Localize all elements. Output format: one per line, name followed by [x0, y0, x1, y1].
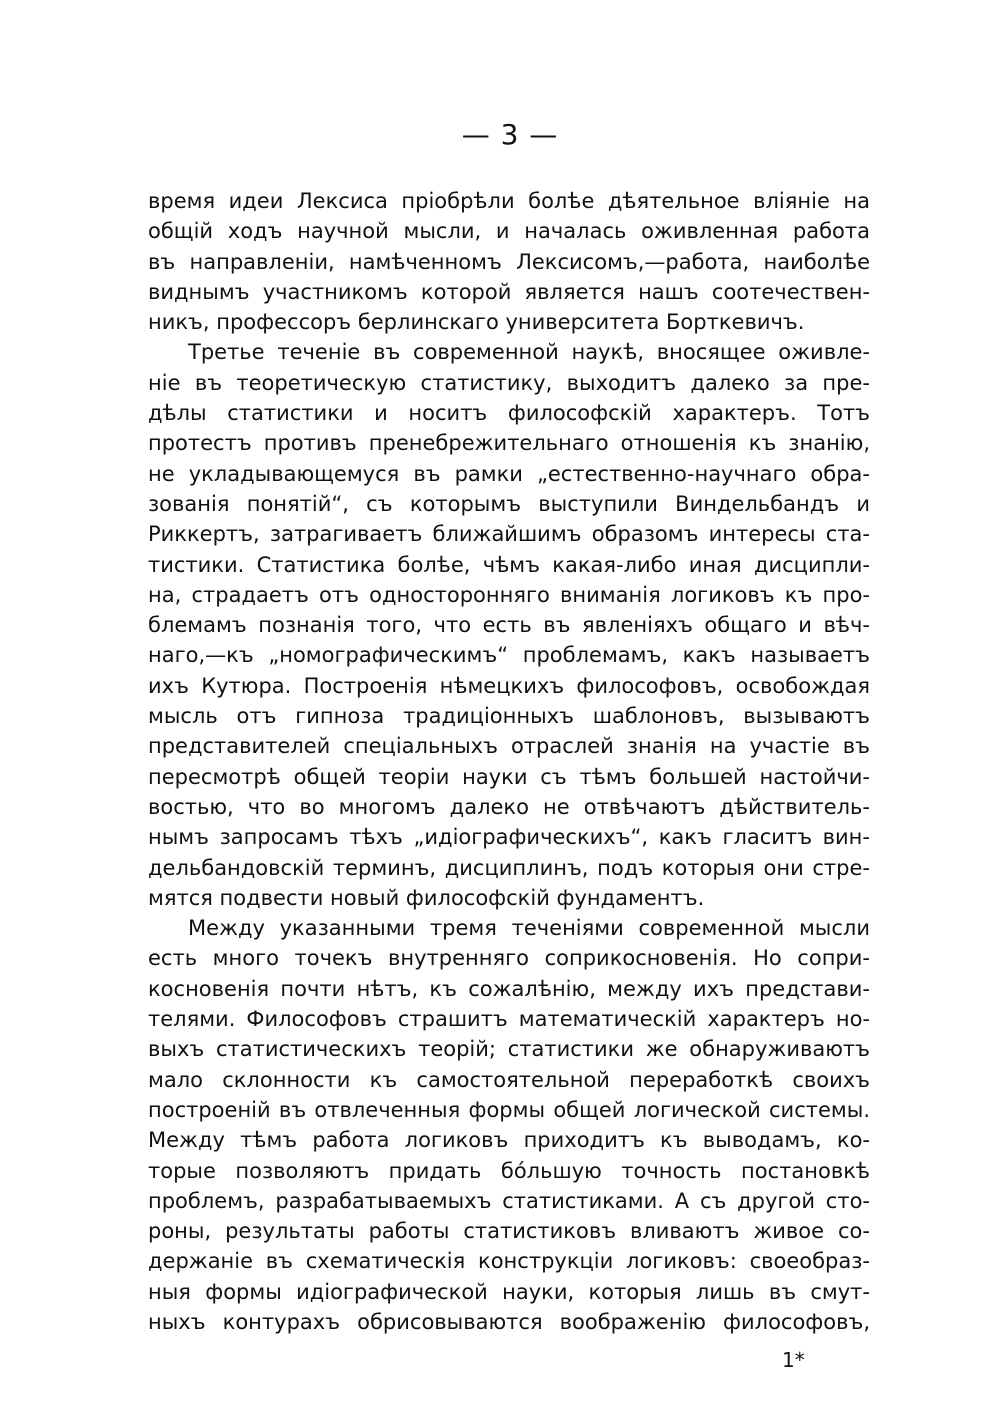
text-line: выхъ статистическихъ теорій; статистики же обнаруживаютъ: [148, 1037, 870, 1062]
paragraph-1: [148, 186, 870, 337]
text-line: въ направленіи, намѣченномъ Лексисомъ,—работа, наиболѣе: [148, 249, 870, 274]
text-line: телями. Философовъ страшитъ математическій характеръ но-: [148, 1007, 870, 1032]
text-line: мысль отъ гипноза традиціонныхъ шаблоновъ, вызываютъ: [148, 704, 870, 729]
text-line: нымъ запросамъ тѣхъ „идіографическихъ“, какъ гласитъ вин-: [148, 825, 870, 850]
text-line: востью, что во многомъ далеко не отвѣчаютъ дѣйствитель-: [148, 794, 870, 819]
text-line: блемамъ познанія того, что есть въ явленіяхъ общаго и вѣч-: [148, 613, 870, 638]
text-line: дельбандовскій терминъ, дисциплинъ, подъ которыя они стре-: [148, 855, 870, 880]
text-line: держаніе въ схематическія конструкціи логиковъ: своеобраз-: [148, 1249, 870, 1274]
text-line: никъ, профессоръ берлинскаго университета Борткевичъ.: [148, 310, 805, 335]
text-line: виднымъ участникомъ которой является нашъ соотечествен-: [148, 279, 870, 304]
text-line: наго,—къ „номографическимъ“ проблемамъ, какъ называетъ: [148, 643, 870, 668]
body-text: [148, 186, 870, 1337]
text-line: представителей спеціальныхъ отраслей знанія на участіе въ: [148, 734, 870, 759]
text-line: ныя формы идіографической науки, которыя лишь въ смут-: [148, 1279, 870, 1304]
text-line: есть много точекъ внутренняго соприкосновенія. Но сопри-: [148, 946, 870, 971]
text-line: время идеи Лексиса пріобрѣли болѣе дѣятельное вліяніе на: [148, 189, 870, 213]
text-line: зованія понятій“, съ которымъ выступили Виндельбандъ и: [148, 491, 870, 516]
text-line: ніе въ теоретическую статистику, выходитъ далеко за пре-: [148, 370, 870, 395]
text-line: тистики. Статистика болѣе, чѣмъ какая-либо иная дисципли-: [148, 552, 870, 577]
text-line: построеній въ отвлеченныя формы общей логической системы.: [148, 1097, 870, 1122]
text-line: ихъ Кутюра. Построенія нѣмецкихъ философовъ, освобождая: [148, 673, 870, 698]
text-line: роны, результаты работы статистиковъ вливаютъ живое со-: [148, 1219, 870, 1244]
paragraph-2: [148, 337, 870, 913]
text-line: торые позволяютъ придать бо́льшую точность постановкѣ: [148, 1158, 870, 1183]
text-line: Между указанными тремя теченіями современной мысли: [188, 916, 870, 941]
text-line: дѣлы статистики и носитъ философскій характеръ. Тотъ: [148, 401, 870, 426]
text-line: пересмотрѣ общей теоріи науки съ тѣмъ большей настойчи-: [148, 764, 870, 789]
text-line: мятся подвести новый философскій фундаментъ.: [148, 885, 705, 910]
text-line: мало склонности къ самостоятельной переработкѣ своихъ: [148, 1067, 870, 1092]
text-line: не укладывающемуся въ рамки „естественно-научнаго обра-: [148, 461, 870, 486]
text-line: Между тѣмъ работа логиковъ приходитъ къ выводамъ, ко-: [148, 1128, 870, 1153]
text-line: протестъ противъ пренебрежительнаго отношенія къ знанію,: [148, 431, 870, 456]
text-line: ныхъ контурахъ обрисовываются воображенію философовъ,: [148, 1309, 870, 1334]
text-line: косновенія почти нѣтъ, къ сожалѣнію, между ихъ представи-: [148, 976, 870, 1001]
signature-mark: 1*: [782, 1348, 805, 1372]
text-line: Риккертъ, затрагиваетъ ближайшимъ образомъ интересы ста-: [148, 522, 870, 547]
text-line: общій ходъ научной мысли, и началась оживленная работа: [148, 219, 870, 244]
text-line: Третье теченіе въ современной наукѣ, вносящее оживле-: [188, 340, 870, 365]
text-line: на, страдаетъ отъ односторонняго вниманія логиковъ къ про-: [148, 582, 870, 607]
text-line: проблемъ, разрабатываемыхъ статистиками. А съ другой сто-: [148, 1188, 870, 1213]
paragraph-3: [148, 913, 870, 1337]
page-number: — 3 —: [461, 118, 559, 151]
